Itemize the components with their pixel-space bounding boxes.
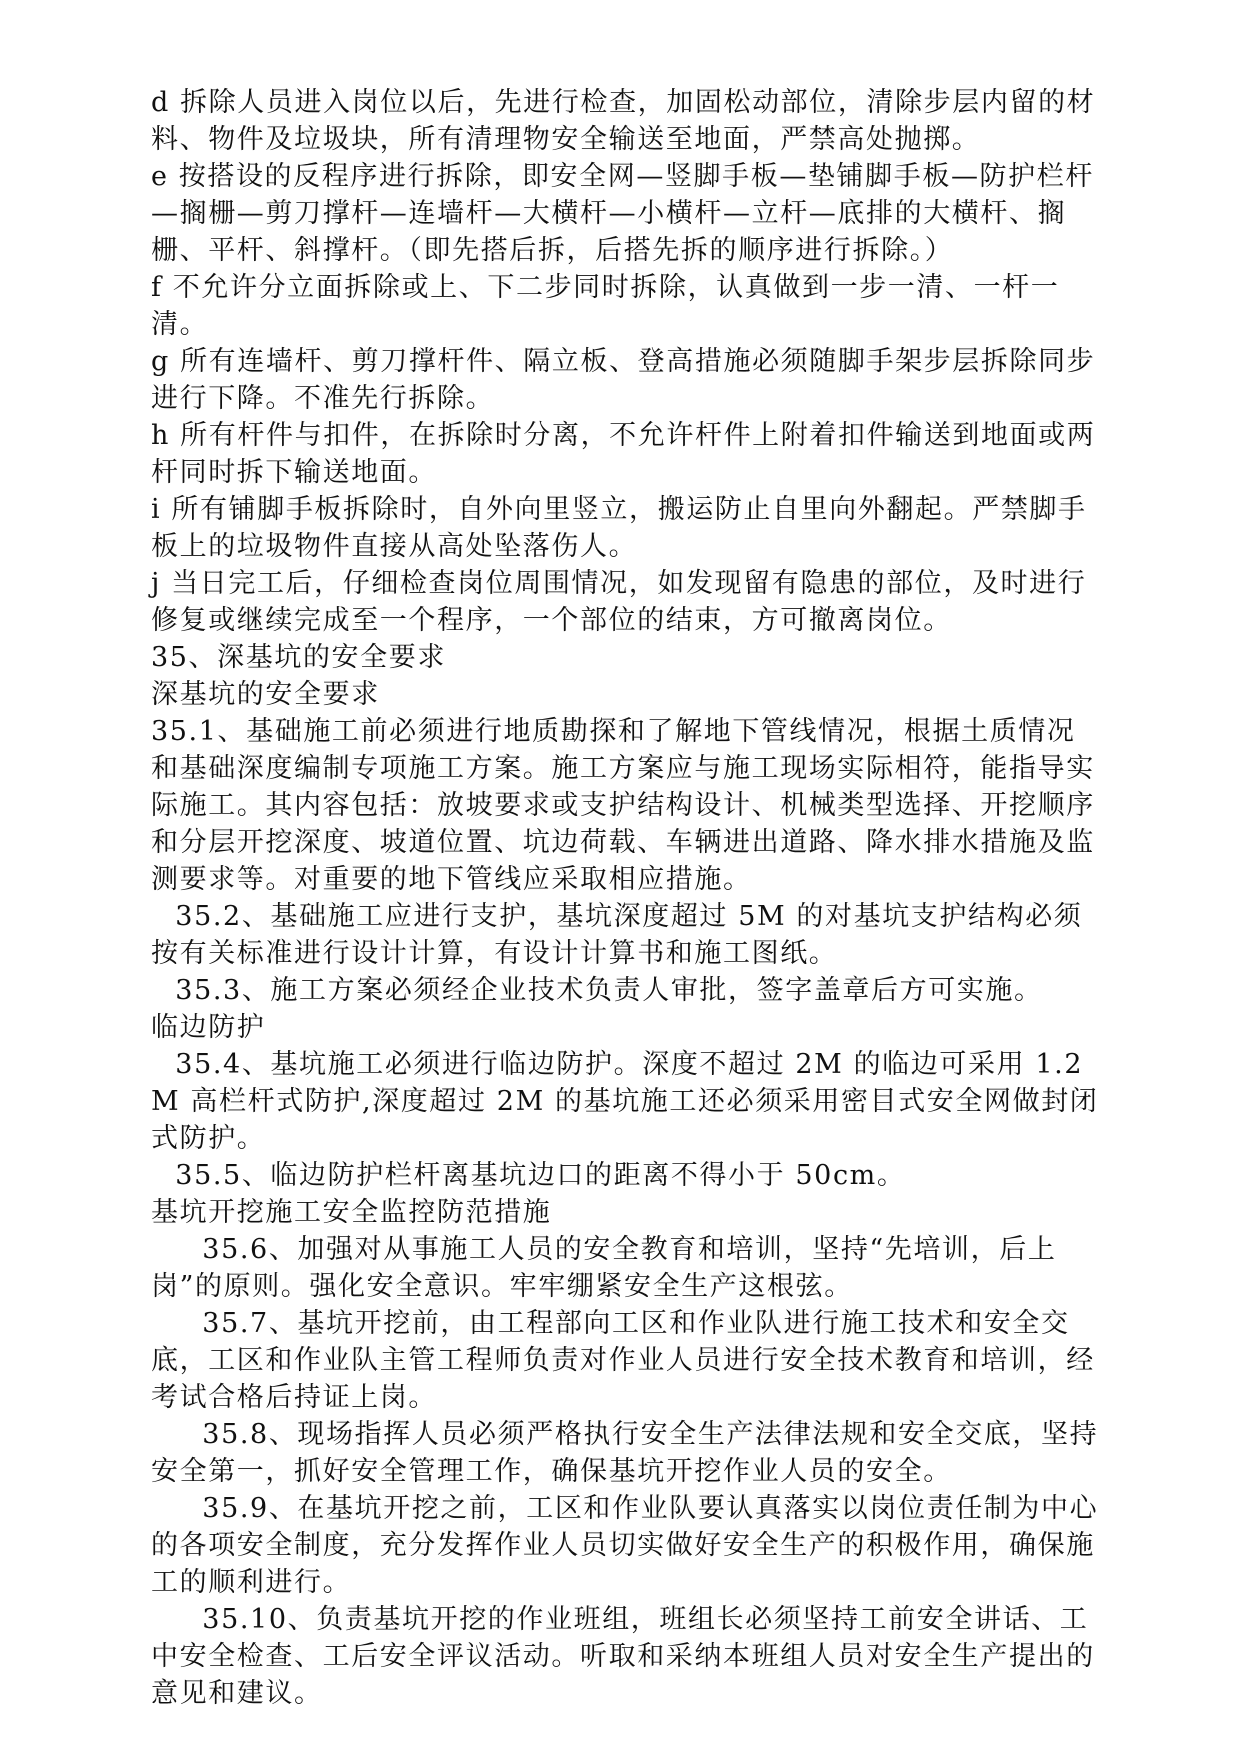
paragraph-item-h: h 所有杆件与扣件，在拆除时分离，不允许杆件上附着扣件输送到地面或两杆同时拆下输送地面。	[151, 420, 1096, 488]
paragraph-item-e: e 按搭设的反程序进行拆除，即安全网—竖脚手板—垫铺脚手板—防护栏杆—搁栅—剪刀撑杆—连墙杆—大横杆—小横杆—立杆—底排的大横杆、搁栅、平杆、斜撑杆。（即先搭后拆，后搭先拆的顺序进行拆除。）	[151, 161, 1094, 266]
clause-35-4: 35.4、基坑施工必须进行临边防护。深度不超过 2M 的临边可采用 1.2M 高栏杆式防护,深度超过 2M 的基坑施工还必须采用密目式安全网做封闭式防护。	[151, 1049, 1099, 1154]
clause-35-5: 35.5、临边防护栏杆离基坑边口的距离不得小于 50cm。	[175, 1160, 906, 1191]
subsection-heading-edge-protection: 临边防护	[151, 1012, 266, 1043]
subsection-heading-deep-pit: 深基坑的安全要求	[151, 679, 380, 710]
paragraph-item-i: i 所有铺脚手板拆除时，自外向里竖立，搬运防止自里向外翻起。严禁脚手板上的垃圾物件直接从高处坠落伤人。	[151, 494, 1087, 562]
clause-35-10: 35.10、负责基坑开挖的作业班组，班组长必须坚持工前安全讲话、工中安全检查、工后安全评议活动。听取和采纳本班组人员对安全生产提出的意见和建议。	[151, 1604, 1095, 1709]
clause-35-1: 35.1、基础施工前必须进行地质勘探和了解地下管线情况，根据土质情况和基础深度编制专项施工方案。施工方案应与施工现场实际相符，能指导实际施工。其内容包括：放坡要求或支护结构设计、机械类型选择、开挖顺序和分层开挖深度、坡道位置、坑边荷载、车辆进出道路、降水排水措施及监测要求等。对重要的地下管线应采取相应措施。	[151, 716, 1095, 895]
clause-35-7: 35.7、基坑开挖前，由工程部向工区和作业队进行施工技术和安全交底，工区和作业队主管工程师负责对作业人员进行安全技术教育和培训，经考试合格后持证上岗。	[151, 1308, 1095, 1413]
paragraph-item-f: f 不允许分立面拆除或上、下二步同时拆除，认真做到一步一清、一杆一清。	[151, 272, 1060, 340]
paragraph-item-j: j 当日完工后，仔细检查岗位周围情况，如发现留有隐患的部位，及时进行修复或继续完成至一个程序，一个部位的结束，方可撤离岗位。	[151, 568, 1087, 636]
section-heading-35: 35、深基坑的安全要求	[151, 642, 446, 673]
clause-35-3: 35.3、施工方案必须经企业技术负责人审批，签字盖章后方可实施。	[175, 975, 1043, 1006]
clause-35-8: 35.8、现场指挥人员必须严格执行安全生产法律法规和安全交底，坚持安全第一，抓好安全管理工作，确保基坑开挖作业人员的安全。	[151, 1419, 1099, 1487]
paragraph-item-d: d 拆除人员进入岗位以后，先进行检查，加固松动部位，清除步层内留的材料、物件及垃圾块，所有清理物安全输送至地面，严禁高处抛掷。	[151, 87, 1096, 155]
clause-35-2: 35.2、基础施工应进行支护，基坑深度超过 5M 的对基坑支护结构必须按有关标准进行设计计算，有设计计算书和施工图纸。	[151, 901, 1083, 969]
subsection-heading-monitoring: 基坑开挖施工安全监控防范措施	[151, 1197, 552, 1228]
document-body	[151, 84, 1101, 1712]
clause-35-6: 35.6、加强对从事施工人员的安全教育和培训，坚持“先培训，后上岗”的原则。强化安全意识。牢牢绷紧安全生产这根弦。	[151, 1234, 1057, 1302]
paragraph-item-g: g 所有连墙杆、剪刀撑杆件、隔立板、登高措施必须随脚手架步层拆除同步进行下降。不准先行拆除。	[151, 346, 1096, 414]
clause-35-9: 35.9、在基坑开挖之前，工区和作业队要认真落实以岗位责任制为中心的各项安全制度，充分发挥作业人员切实做好安全生产的积极作用，确保施工的顺利进行。	[151, 1493, 1099, 1598]
